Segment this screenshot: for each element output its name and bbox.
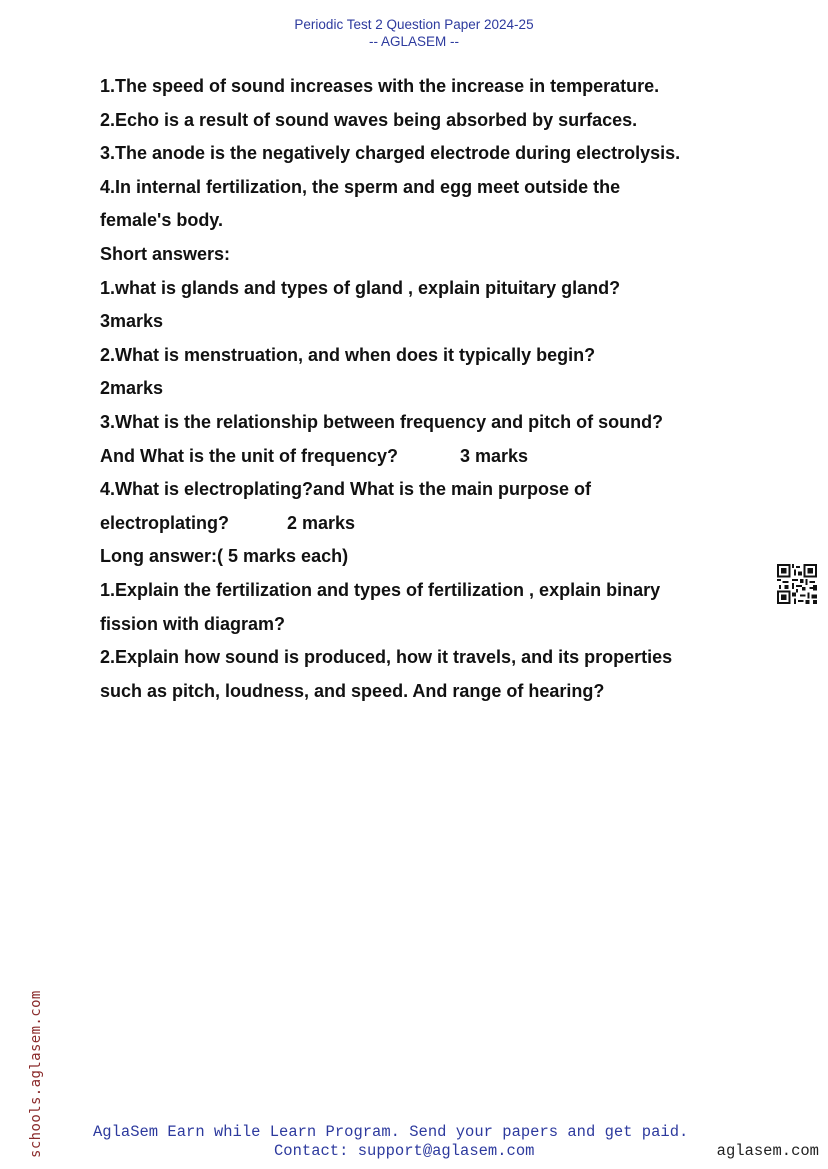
short-q4-cont bbox=[100, 507, 760, 541]
footer-site-link[interactable]: aglasem.com bbox=[716, 1142, 819, 1160]
long-q1-cont: fission with diagram? bbox=[100, 613, 286, 634]
statement-1: 1.The speed of sound increases with the increase in temperature. bbox=[100, 76, 660, 96]
statement-4: 4.In internal fertilization, the sperm and egg meet outside the bbox=[100, 176, 621, 197]
statement-2: 2.Echo is a result of sound waves being absorbed by surfaces. bbox=[100, 109, 638, 130]
short-q3-marks: 3 marks bbox=[460, 445, 529, 466]
footer-program-text: AglaSem Earn while Learn Program. Send your papers and get paid. bbox=[93, 1123, 689, 1141]
long-answers-heading: Long answer:( 5 marks each) bbox=[100, 546, 349, 567]
short-q1: 1.what is glands and types of gland , explain pituitary gland? bbox=[100, 277, 621, 298]
footer-contact[interactable]: Contact: support@aglasem.com bbox=[274, 1142, 535, 1160]
long-q1: 1.Explain the fertilization and types of fertilization , explain binary bbox=[100, 579, 661, 600]
short-answers-heading: Short answers: bbox=[100, 243, 231, 264]
qr-code-icon[interactable] bbox=[777, 564, 817, 604]
question-content bbox=[100, 70, 760, 708]
short-q1-marks: 3marks bbox=[100, 311, 164, 332]
statement-4-cont: female's body. bbox=[100, 210, 223, 231]
paper-subtitle: -- AGLASEM -- bbox=[368, 34, 459, 49]
short-q3: 3.What is the relationship between frequency and pitch of sound? bbox=[100, 411, 664, 432]
short-q4-marks: 2 marks bbox=[287, 512, 356, 533]
side-watermark: schools.aglasem.com bbox=[28, 990, 44, 1158]
short-q4-text: electroplating? bbox=[100, 512, 230, 533]
long-q2-cont: such as pitch, loudness, and speed. And range of hearing? bbox=[100, 680, 605, 701]
page-header bbox=[0, 16, 828, 50]
short-q3-text: And What is the unit of frequency? bbox=[100, 445, 398, 466]
short-q3-cont bbox=[100, 440, 760, 474]
long-q2: 2.Explain how sound is produced, how it travels, and its properties bbox=[100, 647, 673, 668]
statement-3: 3.The anode is the negatively charged electrode during electrolysis. bbox=[100, 143, 681, 164]
short-q2: 2.What is menstruation, and when does it typically begin? bbox=[100, 344, 596, 365]
short-q2-marks: 2marks bbox=[100, 378, 164, 399]
paper-title: Periodic Test 2 Question Paper 2024-25 bbox=[294, 17, 534, 32]
short-q4: 4.What is electroplating?and What is the main purpose of bbox=[100, 479, 592, 500]
